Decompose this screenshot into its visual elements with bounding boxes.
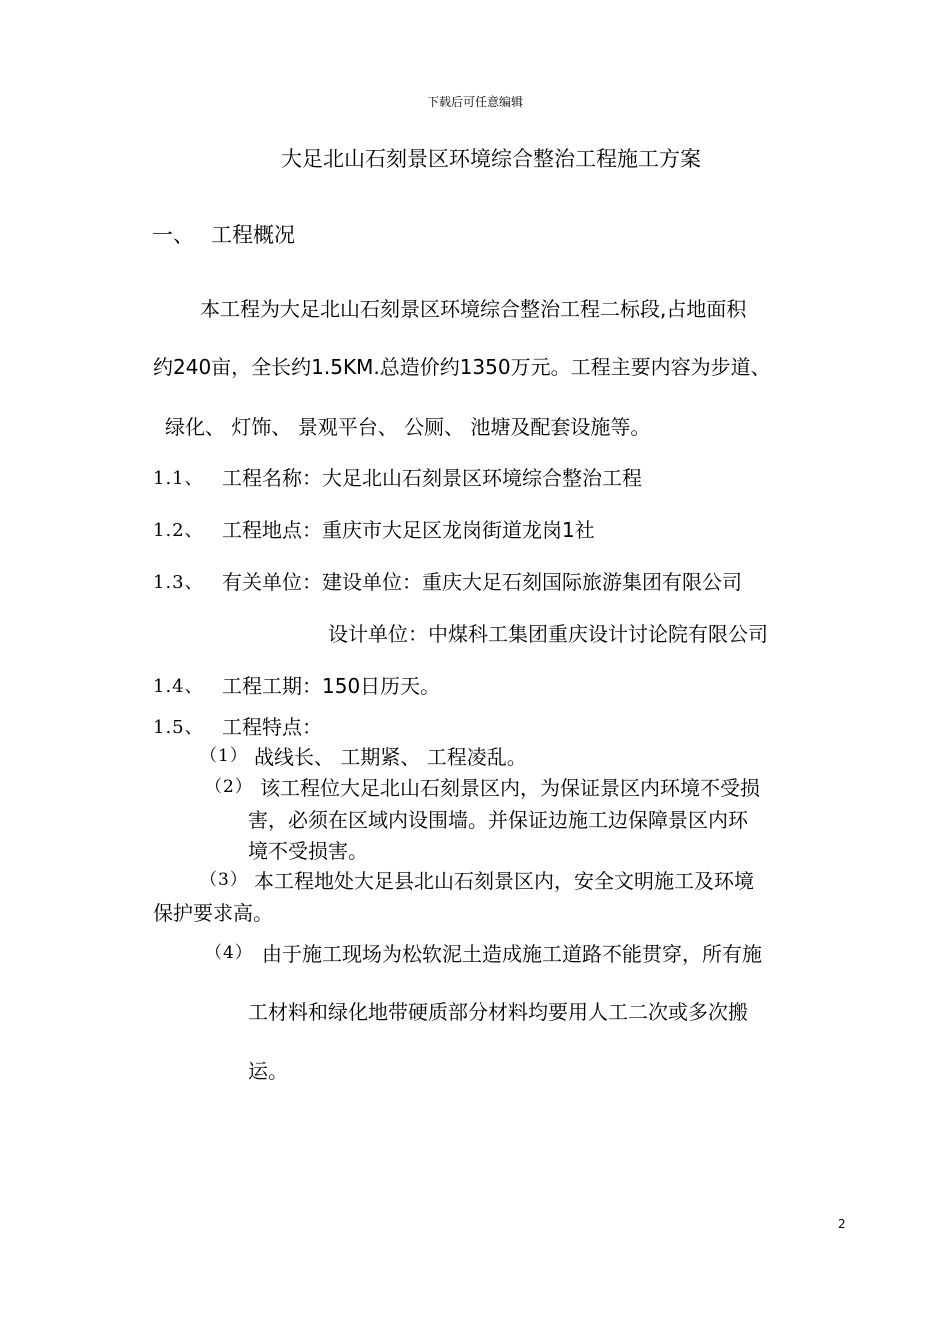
- feature-1-number: （1）: [200, 746, 248, 766]
- item-1-3-text: 有关单位：建设单位：重庆大足石刻国际旅游集团有限公司: [222, 570, 742, 594]
- feature-2-line-3: 境不受损害。: [248, 839, 368, 863]
- feature-1-line-1: 战线长、 工期紧、 工程凌乱。: [254, 745, 527, 769]
- item-1-1-text: 工程名称：大足北山石刻景区环境综合整治工程: [222, 466, 642, 490]
- feature-4-line-1: 由于施工现场为松软泥土造成施工道路不能贯穿，所有施: [262, 942, 762, 966]
- document-title: 大足北山石刻景区环境综合整治工程施工方案: [281, 147, 701, 171]
- feature-3-line-2: 保护要求高。: [153, 901, 273, 925]
- feature-2-line-1: 该工程位大足北山石刻景区内，为保证景区内环境不受损: [260, 776, 760, 800]
- item-1-3-number: 1.3、: [153, 572, 204, 593]
- item-1-5-number: 1.5、: [153, 717, 204, 738]
- feature-3-line-1: 本工程地处大足县北山石刻景区内，安全文明施工及环境: [254, 869, 754, 893]
- feature-4-number: （4）: [205, 943, 253, 963]
- item-1-4-number: 1.4、: [153, 676, 204, 697]
- page-header-note: 下载后可任意编辑: [426, 95, 523, 109]
- item-1-1-number: 1.1、: [153, 468, 204, 489]
- page-number: 2: [838, 1217, 846, 1231]
- feature-2-line-2: 害，必须在区域内设围墙。并保证边施工边保障景区内环: [248, 808, 748, 832]
- intro-line-2: 约240亩，全长约1.5KM.总造价约1350万元。工程主要内容为步道、: [153, 355, 771, 379]
- feature-2-number: （2）: [205, 777, 253, 797]
- item-1-2-number: 1.2、: [153, 520, 204, 541]
- item-1-5-text: 工程特点：: [222, 715, 322, 739]
- section-heading: 工程概况: [211, 223, 295, 247]
- feature-3-number: （3）: [200, 870, 248, 890]
- intro-line-1: 本工程为大足北山石刻景区环境综合整治工程二标段,占地面积: [200, 297, 747, 321]
- feature-4-line-2: 工材料和绿化地带硬质部分材料均要用人工二次或多次搬: [248, 1000, 748, 1024]
- feature-4-line-3: 运。: [248, 1059, 288, 1083]
- item-1-4-text: 工程工期：150日历天。: [222, 674, 441, 698]
- section-heading-number: 一、: [152, 223, 194, 247]
- intro-line-3: 绿化、 灯饰、 景观平台、 公厕、 池塘及配套设施等。: [165, 415, 651, 439]
- item-1-3-design-unit: 设计单位：中煤科工集团重庆设计讨论院有限公司: [328, 622, 768, 646]
- item-1-2-text: 工程地点：重庆市大足区龙岗街道龙岗1社: [222, 518, 595, 542]
